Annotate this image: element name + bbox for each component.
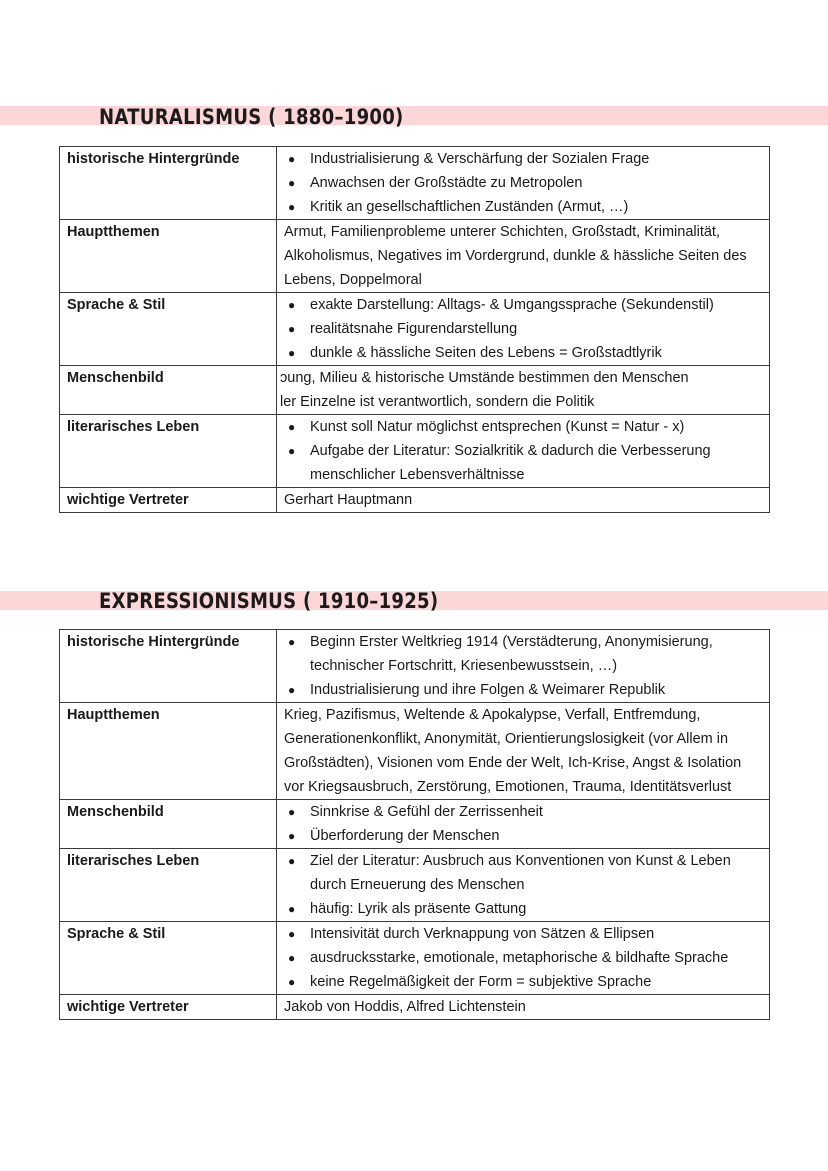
- table-row: [60, 800, 770, 849]
- row-content: Jakob von Hoddis, Alfred Lichtenstein: [277, 995, 770, 1020]
- table-row: [60, 147, 770, 220]
- bullet-icon: ●: [288, 927, 296, 941]
- list-item: ● dunkle & hässliche Seiten des Lebens = Großstadtlyrik: [284, 341, 763, 365]
- list-item: ● häufig: Lyrik als präsente Gattung: [284, 897, 763, 921]
- bullet-icon: ●: [288, 322, 296, 336]
- row-label: literarisches Leben: [60, 849, 277, 922]
- list-item: ● Ziel der Literatur: Ausbruch aus Konventionen von Kunst & Leben durch Erneuerung des Menschen: [284, 849, 763, 897]
- bullet-icon: ●: [288, 420, 296, 434]
- section-title-main: NATURALISMUS: [99, 105, 262, 129]
- table-row: [60, 293, 770, 366]
- list-item: ● exakte Darstellung: Alltags- & Umgangssprache (Sekundenstil): [284, 293, 763, 317]
- bullet-icon: ●: [288, 152, 296, 166]
- section-title-main: EXPRESSIONISMUS: [99, 589, 297, 613]
- row-content: Krieg, Pazifismus, Weltende & Apokalypse, Verfall, Entfremdung, Generationenkonflikt, Anonymität, Orientierungslosigkeit (vor Allem in Großstädten), Visionen vom Ende der Welt, Ich-Krise, Angst & Isolation vor Kriegsausbruch, Zerstörung, Emotionen, Trauma, Identitätsverlust: [277, 703, 770, 800]
- row-content: [277, 800, 770, 849]
- table-row: [60, 415, 770, 488]
- bullet-icon: ●: [288, 200, 296, 214]
- list-item: ● keine Regelmäßigkeit der Form = subjektive Sprache: [284, 970, 763, 994]
- row-content: [277, 922, 770, 995]
- table-row: [60, 220, 770, 293]
- table-row: [60, 630, 770, 703]
- table-row: [60, 922, 770, 995]
- bullet-icon: ●: [288, 298, 296, 312]
- epoch-table-naturalismus: [59, 146, 770, 513]
- bullet-icon: ●: [288, 902, 296, 916]
- list-item: ● ausdrucksstarke, emotionale, metaphorische & bildhafte Sprache: [284, 946, 763, 970]
- bullet-icon: ●: [288, 635, 296, 649]
- bullet-icon: ●: [288, 683, 296, 697]
- row-label: Sprache & Stil: [60, 293, 277, 366]
- bullet-icon: ●: [288, 444, 296, 458]
- section-title-years: ( 1880–1900): [268, 105, 404, 129]
- list-item: ● Beginn Erster Weltkrieg 1914 (Verstädterung, Anonymisierung, technischer Fortschritt, Kriesenbewusstsein, …): [284, 630, 763, 678]
- table-row: [60, 488, 770, 513]
- row-label: historische Hintergründe: [60, 147, 277, 220]
- bullet-icon: ●: [288, 975, 296, 989]
- row-content: [277, 849, 770, 922]
- list-item: ● Industrialisierung & Verschärfung der Sozialen Frage: [284, 147, 763, 171]
- section-title-naturalismus: [99, 104, 404, 130]
- bullet-icon: ●: [288, 854, 296, 868]
- row-label: historische Hintergründe: [60, 630, 277, 703]
- list-item: ● Kunst soll Natur möglichst entsprechen (Kunst = Natur - x): [284, 415, 763, 439]
- bullet-icon: ●: [288, 176, 296, 190]
- list-item: ● Anwachsen der Großstädte zu Metropolen: [284, 171, 763, 195]
- row-content: Gerhart Hauptmann: [277, 488, 770, 513]
- list-item: ● realitätsnahe Figurendarstellung: [284, 317, 763, 341]
- row-label: wichtige Vertreter: [60, 488, 277, 513]
- row-label: Menschenbild: [60, 800, 277, 849]
- clipped-line: ler Einzelne ist verantwortlich, sondern die Politik: [280, 394, 595, 410]
- table-row: [60, 366, 770, 415]
- row-content: [277, 415, 770, 488]
- row-label: literarisches Leben: [60, 415, 277, 488]
- bullet-icon: ●: [288, 829, 296, 843]
- table-row: [60, 849, 770, 922]
- row-content-clipped: [277, 366, 770, 415]
- row-label: wichtige Vertreter: [60, 995, 277, 1020]
- table-row: [60, 995, 770, 1020]
- bullet-icon: ●: [288, 805, 296, 819]
- epoch-table-expressionismus: [59, 629, 770, 1020]
- bullet-icon: ●: [288, 951, 296, 965]
- list-item: ● Kritik an gesellschaftlichen Zuständen (Armut, …): [284, 195, 763, 219]
- section-title-years: ( 1910–1925): [302, 589, 439, 613]
- list-item: ● Überforderung der Menschen: [284, 824, 763, 848]
- bullet-icon: ●: [288, 346, 296, 360]
- row-label: Sprache & Stil: [60, 922, 277, 995]
- row-label: Menschenbild: [60, 366, 277, 415]
- row-content: [277, 293, 770, 366]
- list-item: ● Industrialisierung und ihre Folgen & Weimarer Republik: [284, 678, 763, 702]
- list-item: ● Intensivität durch Verknappung von Sätzen & Ellipsen: [284, 922, 763, 946]
- row-content: [277, 630, 770, 703]
- row-content: Armut, Familienprobleme unterer Schichten, Großstadt, Kriminalität, Alkoholismus, Negatives im Vordergrund, dunkle & hässliche Seiten des Lebens, Doppelmoral: [277, 220, 770, 293]
- row-label: Hauptthemen: [60, 703, 277, 800]
- list-item: ● Aufgabe der Literatur: Sozialkritik & dadurch die Verbesserung menschlicher Lebensverhältnisse: [284, 439, 763, 487]
- clipped-line: ɔung, Milieu & historische Umstände bestimmen den Menschen: [280, 370, 689, 386]
- row-label: Hauptthemen: [60, 220, 277, 293]
- table-row: [60, 703, 770, 800]
- section-title-expressionismus: [99, 588, 438, 614]
- row-content: [277, 147, 770, 220]
- list-item: ● Sinnkrise & Gefühl der Zerrissenheit: [284, 800, 763, 824]
